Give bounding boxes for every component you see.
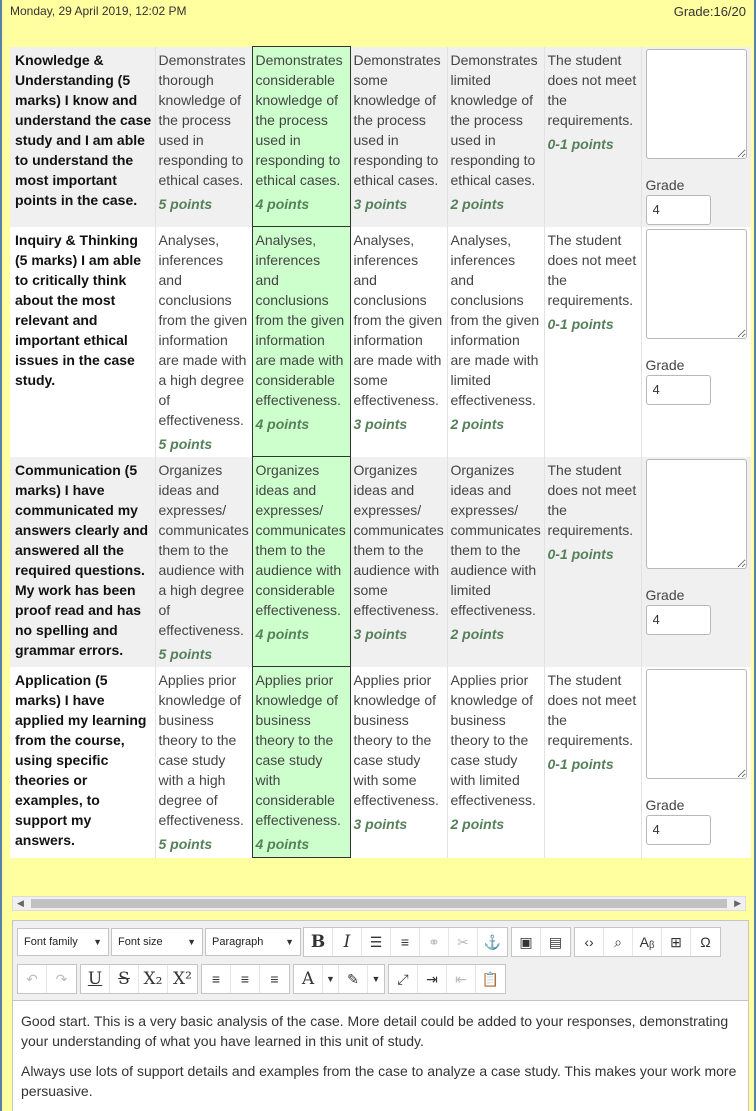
level-points: 2 points xyxy=(450,415,505,432)
numbered-list-icon[interactable]: ≡ xyxy=(391,928,420,956)
level-description: The student does not meet the requirements. xyxy=(547,671,637,748)
font-family-label: Font family xyxy=(24,936,78,948)
text-style-group xyxy=(80,964,198,994)
editor-toolbar-row-1 xyxy=(17,927,724,957)
redo-icon[interactable]: ↷ xyxy=(55,970,68,987)
level-points: 4 points xyxy=(255,196,310,212)
rubric-row xyxy=(10,227,751,457)
bullet-list-icon[interactable]: ☰ xyxy=(362,928,391,956)
rubric-level[interactable] xyxy=(252,227,350,457)
text-color-icon[interactable]: A xyxy=(294,965,323,993)
level-points: 3 points xyxy=(353,625,408,642)
align-center-icon[interactable]: ≡ xyxy=(231,965,260,993)
level-points: 4 points xyxy=(255,836,310,852)
editor-toolbar-row-2 xyxy=(17,964,509,994)
scroll-left-icon[interactable]: ◀ xyxy=(17,898,24,908)
criterion-description: Communication (5 marks) I have communicated my answers clearly and answered all the required questions. My work has been proof read and has no spelling and grammar errors. xyxy=(10,457,155,667)
remark-cell xyxy=(641,457,751,667)
highlight-color-icon[interactable]: ✎ xyxy=(339,965,368,993)
level-description: The student does not meet the requirements. xyxy=(547,461,637,538)
fullscreen-icon[interactable]: ⤢ xyxy=(389,965,418,993)
remark-textarea[interactable] xyxy=(646,49,748,159)
level-points: 3 points xyxy=(353,195,408,212)
bold-icon[interactable]: B xyxy=(304,928,333,956)
rubric-level[interactable] xyxy=(447,457,544,667)
rubric-level[interactable] xyxy=(155,227,252,457)
grade-label: Grade xyxy=(645,176,685,193)
level-description: Analyses, inferences and conclusions from the given information are made with limited effectiveness. xyxy=(450,231,540,408)
link-icon[interactable]: ⚭ xyxy=(420,928,449,956)
submission-date: Monday, 29 April 2019, 12:02 PM xyxy=(10,4,187,18)
level-points: 2 points xyxy=(450,195,505,212)
history-group xyxy=(17,964,77,994)
editor-content[interactable] xyxy=(13,1000,748,1111)
paste-icon[interactable]: 📋 xyxy=(481,970,500,987)
grade-label: Grade xyxy=(645,586,685,603)
chevron-down-icon: ▼ xyxy=(285,937,294,947)
chevron-down-icon: ▼ xyxy=(93,937,102,947)
rubric-level[interactable] xyxy=(252,47,350,227)
level-description: Applies prior knowledge of business theory to the case study with a high degree of effectiveness. xyxy=(158,671,244,828)
align-group xyxy=(201,964,290,994)
chevron-down-icon[interactable]: ▼ xyxy=(323,965,339,993)
rubric-level[interactable] xyxy=(252,667,350,858)
grade-input[interactable] xyxy=(646,375,711,405)
scrollbar-thumb[interactable] xyxy=(31,899,727,908)
remark-cell xyxy=(641,667,751,858)
chevron-down-icon: ▼ xyxy=(187,937,196,947)
table-icon[interactable]: ⊞ xyxy=(662,928,691,956)
level-description: The student does not meet the requirements. xyxy=(547,51,637,128)
rubric-level[interactable] xyxy=(350,227,447,457)
grade-input[interactable] xyxy=(646,195,711,225)
level-description: Demonstrates thorough knowledge of the process used in responding to ethical cases. xyxy=(158,51,246,188)
level-description: Analyses, inferences and conclusions from the given information are made with a high degree of effectiveness. xyxy=(158,231,248,428)
image-icon[interactable]: ▣ xyxy=(512,928,541,956)
feedback-editor xyxy=(12,920,749,1111)
level-points: 0-1 points xyxy=(547,315,614,332)
rubric-level[interactable] xyxy=(447,47,544,227)
align-left-icon[interactable]: ≡ xyxy=(202,965,231,993)
rubric-level[interactable] xyxy=(155,47,252,227)
outdent-icon[interactable]: ⇤ xyxy=(447,965,476,993)
level-description: Organizes ideas and expresses/ communicates them to the audience with a high degree of effectiveness. xyxy=(158,461,249,638)
insert-group xyxy=(511,927,571,957)
media-icon[interactable]: ▤ xyxy=(548,933,563,950)
level-description: Demonstrates considerable knowledge of the process used in responding to ethical cases. xyxy=(255,52,343,188)
level-description: Demonstrates some knowledge of the process used in responding to ethical cases. xyxy=(353,51,441,188)
level-description: Applies prior knowledge of business theory to the case study with considerable effectiveness. xyxy=(255,672,341,828)
font-family-dropdown[interactable] xyxy=(17,928,109,956)
superscript-icon[interactable]: X² xyxy=(173,969,192,989)
level-points: 5 points xyxy=(158,645,213,662)
feedback-paragraph-1: Good start. This is a very basic analysis of the case. More detail could be added to your responses, demonstrating your understanding of what you have learned in this unit of study. xyxy=(21,1013,729,1049)
rubric-row xyxy=(10,667,751,858)
scroll-right-icon[interactable]: ▶ xyxy=(734,898,741,908)
undo-icon[interactable]: ↶ xyxy=(18,965,47,993)
chevron-down-icon[interactable]: ▼ xyxy=(371,974,381,984)
level-points: 5 points xyxy=(158,195,213,212)
level-points: 0-1 points xyxy=(547,545,614,562)
level-description: Applies prior knowledge of business theory to the case study with limited effectiveness. xyxy=(450,671,536,808)
color-group xyxy=(293,964,385,994)
align-right-icon[interactable]: ≡ xyxy=(270,971,279,987)
level-description: Applies prior knowledge of business theory to the case study with some effectiveness. xyxy=(353,671,439,808)
rubric-level[interactable] xyxy=(350,47,447,227)
level-points: 5 points xyxy=(158,835,213,852)
remark-cell xyxy=(641,47,751,227)
horizontal-scrollbar[interactable] xyxy=(12,896,746,911)
italic-icon[interactable]: I xyxy=(333,928,362,956)
spellcheck-icon[interactable]: Aᵦ xyxy=(633,928,662,956)
feedback-paragraph-2: Always use lots of support details and examples from the case to analyze a case study. This makes your work more persuasive. xyxy=(21,1063,737,1099)
grade-input[interactable] xyxy=(646,605,711,635)
rubric-level[interactable] xyxy=(447,227,544,457)
rubric-level[interactable] xyxy=(544,47,641,227)
rubric-level[interactable] xyxy=(544,457,641,667)
rubric-table xyxy=(10,46,751,858)
total-grade: Grade:16/20 xyxy=(673,4,746,19)
remark-cell xyxy=(641,227,751,457)
rubric-row xyxy=(10,47,751,227)
grade-label: Grade xyxy=(645,796,685,813)
level-description: Analyses, inferences and conclusions from the given information are made with considerable effectiveness. xyxy=(255,232,345,408)
tools-group xyxy=(574,927,721,957)
layout-group xyxy=(388,964,506,994)
indent-icon[interactable]: ⇥ xyxy=(418,965,447,993)
level-description: The student does not meet the requirements. xyxy=(547,231,637,308)
level-description: Analyses, inferences and conclusions from the given information are made with some effectiveness. xyxy=(353,231,443,408)
level-description: Organizes ideas and expresses/ communicates them to the audience with some effectiveness. xyxy=(353,461,444,618)
level-points: 4 points xyxy=(255,416,310,432)
paragraph-dropdown[interactable] xyxy=(205,928,301,956)
header-bar xyxy=(10,4,746,20)
anchor-icon[interactable]: ⚓ xyxy=(483,933,502,950)
level-description: Organizes ideas and expresses/ communicates them to the audience with limited effectiveness. xyxy=(450,461,541,618)
rubric-level[interactable] xyxy=(350,667,447,858)
rubric-level[interactable] xyxy=(252,457,350,667)
strikethrough-icon[interactable]: S xyxy=(110,965,139,993)
level-points: 5 points xyxy=(158,435,213,452)
criterion-description: Knowledge & Understanding (5 marks) I know and understand the case study and I am able to understand the most important points in the case. xyxy=(10,47,155,227)
remark-textarea[interactable] xyxy=(646,229,748,339)
rubric-level[interactable] xyxy=(447,667,544,858)
level-points: 3 points xyxy=(353,415,408,432)
level-description: Organizes ideas and expresses/ communicates them to the audience with considerable effectiveness. xyxy=(255,462,346,618)
rubric-level[interactable] xyxy=(544,667,641,858)
unlink-icon[interactable]: ✂ xyxy=(449,928,478,956)
level-points: 0-1 points xyxy=(547,135,614,152)
underline-icon[interactable]: U xyxy=(81,965,110,993)
remark-textarea[interactable] xyxy=(646,669,748,779)
grade-input[interactable] xyxy=(646,815,711,845)
level-points: 2 points xyxy=(450,625,505,642)
remark-textarea[interactable] xyxy=(646,459,748,569)
rubric-row xyxy=(10,457,751,667)
find-icon[interactable]: ⌕ xyxy=(604,928,633,956)
subscript-icon[interactable]: X₂ xyxy=(139,965,168,993)
criterion-description: Application (5 marks) I have applied my learning from the course, using specific theories or examples, to support my answers. xyxy=(10,667,155,858)
font-size-dropdown[interactable] xyxy=(111,928,203,956)
code-icon[interactable]: ‹› xyxy=(575,928,604,956)
rubric-level[interactable] xyxy=(544,227,641,457)
special-char-icon[interactable]: Ω xyxy=(700,934,711,950)
criterion-description: Inquiry & Thinking (5 marks) I am able to critically think about the most relevant and important ethical issues in the case study. xyxy=(10,227,155,457)
level-description: Demonstrates limited knowledge of the process used in responding to ethical cases. xyxy=(450,51,538,188)
rubric-level[interactable] xyxy=(155,667,252,858)
level-points: 0-1 points xyxy=(547,755,614,772)
level-points: 3 points xyxy=(353,815,408,832)
rubric-level[interactable] xyxy=(155,457,252,667)
grade-label: Grade xyxy=(645,356,685,373)
font-size-label: Font size xyxy=(118,936,163,948)
format-group xyxy=(303,927,508,957)
paragraph-label: Paragraph xyxy=(212,936,264,948)
rubric-level[interactable] xyxy=(350,457,447,667)
level-points: 2 points xyxy=(450,815,505,832)
level-points: 4 points xyxy=(255,626,310,642)
